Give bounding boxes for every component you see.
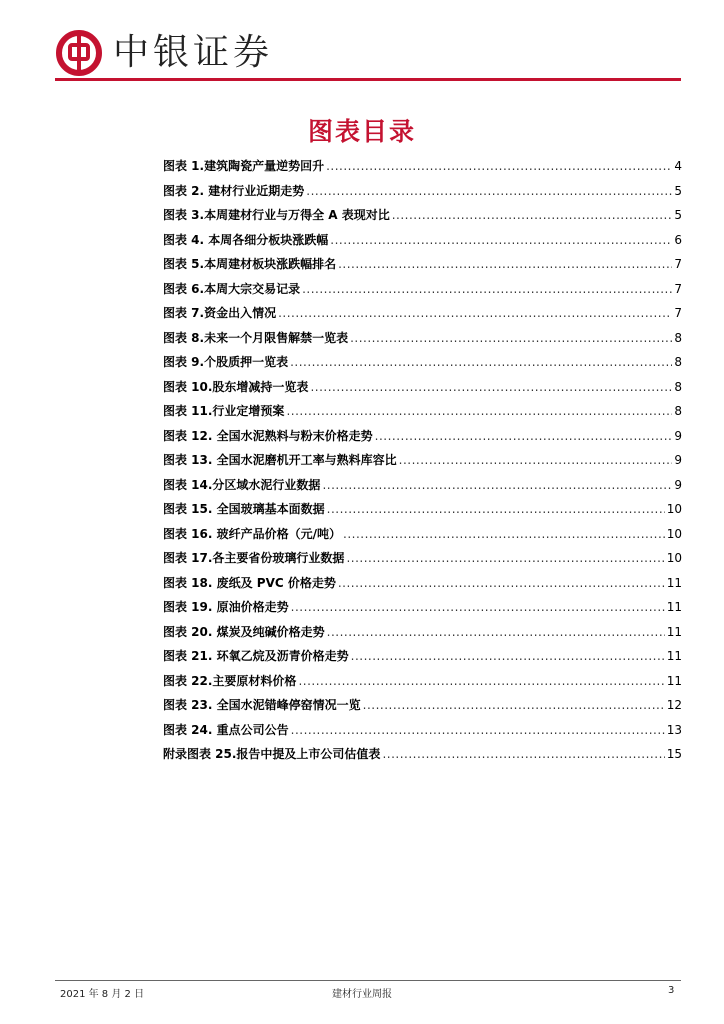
toc-leader-dots [326, 159, 672, 173]
toc-entry-label: 图表 5.本周建材板块涨跌幅排名 [163, 257, 337, 271]
page-number: 3 [668, 985, 675, 996]
toc-leader-dots [338, 257, 672, 271]
toc-leader-dots [363, 698, 665, 712]
toc-entry[interactable] [163, 304, 682, 329]
toc-entry[interactable] [163, 500, 682, 525]
toc-entry[interactable] [163, 549, 682, 574]
toc-leader-dots [382, 747, 664, 761]
toc-leader-dots [290, 355, 672, 369]
toc-leader-dots [327, 502, 665, 516]
toc-entry-label: 图表 3.本周建材行业与万得全 A 表现对比 [163, 208, 390, 222]
toc-entry[interactable] [163, 402, 682, 427]
toc-entry-page: 8 [674, 404, 682, 418]
toc-leader-dots [306, 184, 672, 198]
toc-leader-dots [286, 404, 672, 418]
toc-entry-page: 10 [666, 502, 682, 516]
toc-entry-page: 7 [674, 281, 682, 296]
toc-entry[interactable] [163, 574, 682, 599]
toc-leader-dots [291, 600, 665, 614]
toc-entry[interactable] [163, 329, 682, 354]
toc-entry-label: 图表 21. 环氧乙烷及沥青价格走势 [163, 649, 349, 663]
toc-entry-label: 图表 7.资金出入情况 [163, 306, 277, 320]
toc-entry-page: 15 [666, 747, 682, 761]
toc-entry[interactable] [163, 623, 682, 648]
toc-leader-dots [302, 282, 672, 296]
toc-entry-page: 11 [666, 649, 682, 663]
toc-entry[interactable] [163, 255, 682, 280]
toc-entry[interactable] [163, 353, 682, 378]
brand-name: 中银证券 [113, 32, 274, 73]
toc-entry-label: 图表 11.行业定增预案 [163, 404, 285, 418]
toc-leader-dots [399, 453, 673, 467]
table-of-figures [163, 157, 682, 770]
toc-entry[interactable] [163, 157, 682, 182]
page-header [55, 25, 681, 85]
toc-entry[interactable] [163, 451, 682, 476]
toc-entry-label: 图表 2. 建材行业近期走势 [163, 183, 305, 198]
footer-date: 2021 年 8 月 2 日 [60, 989, 145, 1000]
toc-leader-dots [278, 306, 672, 320]
toc-entry-page: 8 [674, 330, 682, 345]
toc-entry-page: 11 [666, 600, 682, 614]
toc-leader-dots [322, 478, 672, 492]
toc-leader-dots [291, 723, 665, 737]
toc-entry-label: 附录图表 25.报告中提及上市公司估值表 [163, 747, 381, 761]
toc-entry-label: 图表 20. 煤炭及纯碱价格走势 [163, 624, 325, 639]
header-divider [55, 78, 681, 81]
toc-entry-page: 5 [674, 208, 682, 222]
toc-entry-label: 图表 12. 全国水泥熟料与粉末价格走势 [163, 428, 373, 443]
toc-entry-label: 图表 17.各主要省份玻璃行业数据 [163, 551, 345, 565]
toc-entry[interactable] [163, 745, 682, 770]
toc-entry-label: 图表 10.股东增减持一览表 [163, 379, 309, 394]
toc-entry-page: 7 [674, 306, 682, 320]
toc-leader-dots [346, 551, 664, 565]
toc-entry[interactable] [163, 647, 682, 672]
toc-entry-label: 图表 24. 重点公司公告 [163, 722, 289, 737]
toc-entry-page: 9 [674, 428, 682, 443]
toc-entry[interactable] [163, 427, 682, 452]
toc-leader-dots [330, 233, 672, 247]
toc-entry-label: 图表 23. 全国水泥错峰停窑情况一览 [163, 698, 361, 712]
toc-entry-page: 10 [666, 526, 682, 541]
toc-entry-label: 图表 8.未来一个月限售解禁一览表 [163, 330, 349, 345]
toc-entry[interactable] [163, 476, 682, 501]
toc-entry-label: 图表 14.分区域水泥行业数据 [163, 477, 321, 492]
toc-leader-dots [375, 429, 673, 443]
toc-entry[interactable] [163, 378, 682, 403]
toc-entry[interactable] [163, 721, 682, 746]
toc-entry-page: 8 [674, 355, 682, 369]
toc-leader-dots [338, 576, 665, 590]
toc-entry-label: 图表 1.建筑陶瓷产量逆势回升 [163, 159, 325, 173]
footer-divider [55, 980, 681, 981]
toc-entry-page: 9 [674, 453, 682, 467]
toc-entry[interactable] [163, 598, 682, 623]
toc-entry[interactable] [163, 696, 682, 721]
toc-entry[interactable] [163, 672, 682, 697]
toc-entry-page: 11 [666, 624, 682, 639]
toc-leader-dots [310, 380, 672, 394]
toc-leader-dots [327, 625, 665, 639]
toc-entry[interactable] [163, 231, 682, 256]
toc-entry-page: 8 [674, 379, 682, 394]
toc-entry-page: 12 [666, 698, 682, 712]
toc-entry-label: 图表 4. 本周各细分板块涨跌幅 [163, 232, 329, 247]
toc-entry-label: 图表 6.本周大宗交易记录 [163, 281, 301, 296]
toc-leader-dots [350, 331, 672, 345]
toc-title: 图表目录 [307, 117, 416, 146]
toc-entry-page: 11 [666, 673, 682, 688]
toc-entry-label: 图表 13. 全国水泥磨机开工率与熟料库容比 [163, 453, 397, 467]
bank-of-china-logo-icon [55, 29, 103, 77]
toc-leader-dots [351, 649, 665, 663]
toc-entry-page: 5 [674, 183, 682, 198]
toc-entry[interactable] [163, 182, 682, 207]
toc-entry-page: 13 [666, 722, 682, 737]
toc-entry-label: 图表 16. 玻纤产品价格（元/吨） [163, 526, 341, 541]
toc-entry-label: 图表 18. 废纸及 PVC 价格走势 [163, 575, 336, 590]
toc-entry[interactable] [163, 206, 682, 231]
toc-entry[interactable] [163, 280, 682, 305]
toc-entry-label: 图表 9.个股质押一览表 [163, 355, 289, 369]
toc-leader-dots [343, 527, 665, 541]
toc-entry-label: 图表 19. 原油价格走势 [163, 600, 289, 614]
toc-entry[interactable] [163, 525, 682, 550]
toc-entry-page: 7 [674, 257, 682, 271]
toc-entry-page: 4 [674, 159, 682, 173]
toc-entry-label: 图表 22.主要原材料价格 [163, 673, 297, 688]
toc-entry-page: 10 [666, 551, 682, 565]
toc-leader-dots [392, 208, 673, 222]
toc-entry-label: 图表 15. 全国玻璃基本面数据 [163, 502, 325, 516]
toc-leader-dots [298, 674, 664, 688]
toc-entry-page: 11 [666, 575, 682, 590]
footer-report-type: 建材行业周报 [332, 989, 392, 1000]
toc-entry-page: 9 [674, 477, 682, 492]
toc-entry-page: 6 [674, 232, 682, 247]
